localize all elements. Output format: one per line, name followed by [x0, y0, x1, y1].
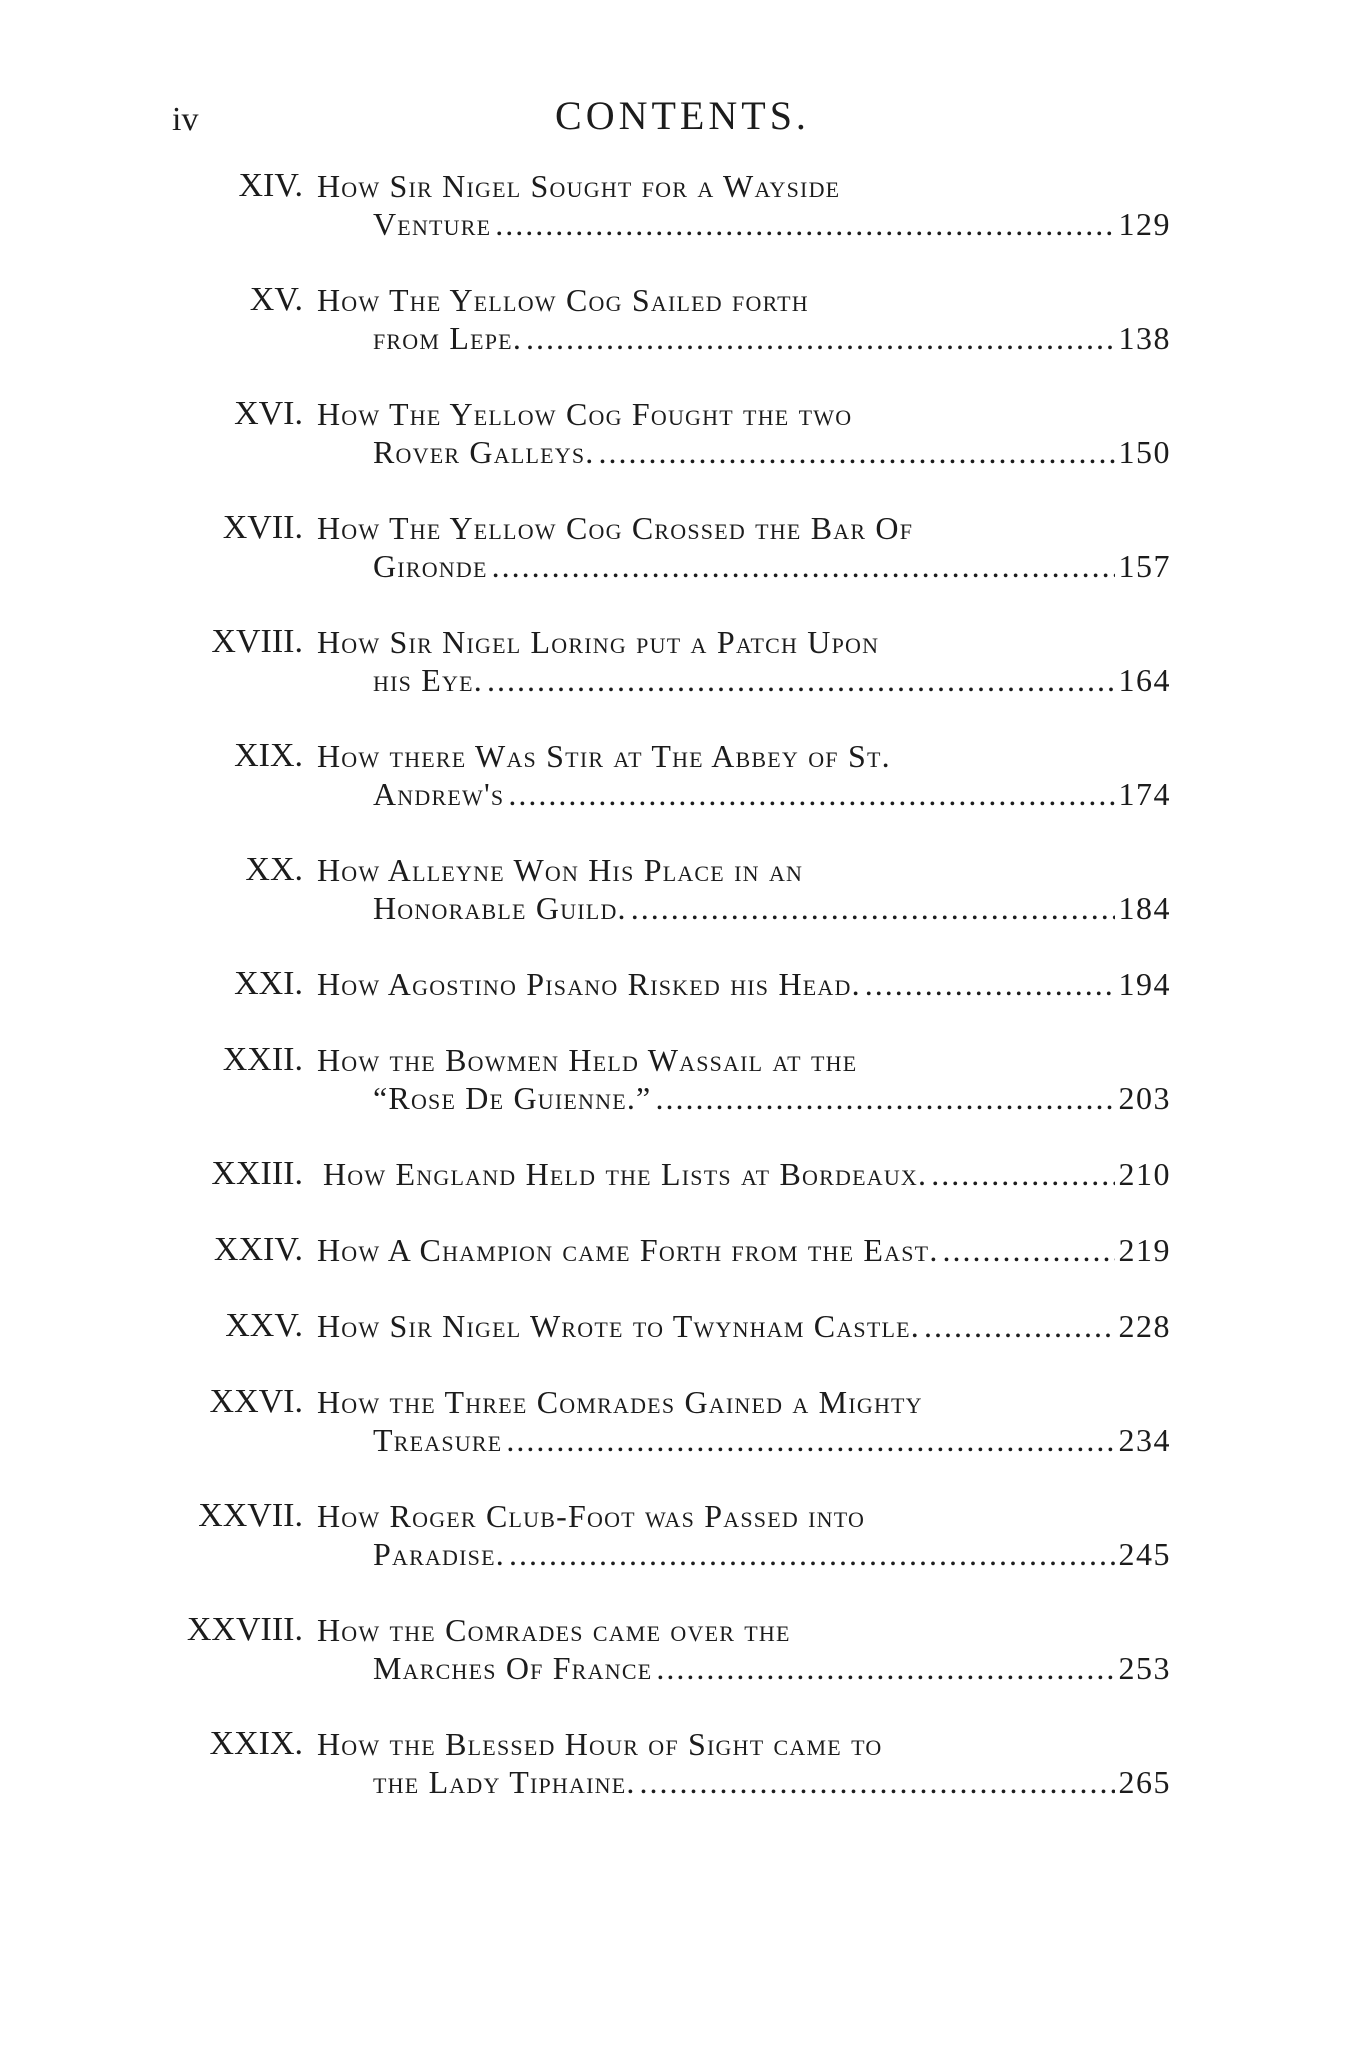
chapter-page-number: 219 [1118, 1232, 1171, 1268]
chapter-page-number: 184 [1118, 890, 1171, 926]
chapter-title-line2-row [373, 1649, 1171, 1687]
chapter-title-line2: Venture [373, 206, 492, 242]
chapter-title: How England Held the Lists at Bordeaux. [323, 1156, 928, 1192]
chapter-title-line1: How Sir Nigel Sought for a Wayside [317, 168, 841, 204]
chapter-title-line2: Paradise. [373, 1536, 505, 1572]
chapter-title-line2: Rover Galleys. [373, 434, 595, 470]
chapter-page-number: 245 [1118, 1536, 1171, 1572]
chapter-page-number: 265 [1118, 1764, 1171, 1800]
leader-dots [492, 547, 1115, 585]
chapter-title-line1: How Alleyne Won His Place in an [317, 852, 804, 888]
chapter-title-line2-row [373, 775, 1171, 813]
leader-dots [943, 1231, 1115, 1269]
chapter-numeral: XXII. [222, 1041, 303, 1078]
chapter-page-number: 203 [1118, 1080, 1171, 1116]
leader-dots [526, 319, 1114, 357]
chapter-page-number: 253 [1118, 1650, 1171, 1686]
leader-dots [655, 1079, 1114, 1117]
chapter-title-line2: Honorable Guild. [373, 890, 627, 926]
chapter-title-row [317, 965, 1171, 1003]
chapter-title-row [323, 1155, 1171, 1193]
chapter-title-line2: Gironde [373, 548, 488, 584]
leader-dots [631, 889, 1115, 927]
chapter-numeral: XVII. [222, 509, 303, 546]
chapter-title-line2-row [373, 433, 1171, 471]
chapter-title-line2: from Lepe. [373, 320, 523, 356]
leader-dots [598, 433, 1114, 471]
chapter-title: How A Champion came Forth from the East. [317, 1232, 939, 1268]
chapter-numeral: XVIII. [211, 623, 303, 660]
chapter-page-number: 210 [1118, 1156, 1171, 1192]
leader-dots [487, 661, 1115, 699]
chapter-title-line2-row [373, 889, 1171, 927]
chapter-page-number: 129 [1118, 206, 1171, 242]
chapter-title-line2-row [373, 205, 1171, 243]
chapter-title-line2: Andrew's [373, 776, 505, 812]
chapter-title-line1: How The Yellow Cog Crossed the Bar Of [317, 510, 914, 546]
chapter-page-number: 234 [1118, 1422, 1171, 1458]
chapter-title-line2: the Lady Tiphaine. [373, 1764, 636, 1800]
chapter-page-number: 174 [1118, 776, 1171, 812]
chapter-title-line2: his Eye. [373, 662, 483, 698]
chapter-numeral: XXVI. [209, 1383, 303, 1420]
chapter-page-number: 150 [1118, 434, 1171, 470]
chapter-numeral: XXV. [225, 1307, 303, 1344]
leader-dots [506, 1421, 1114, 1459]
chapter-numeral: XX. [245, 851, 303, 888]
chapter-title-line1: How there Was Stir at The Abbey of St. [317, 738, 891, 774]
chapter-title: How Sir Nigel Wrote to Twynham Castle. [317, 1308, 920, 1344]
chapter-title: How Agostino Pisano Risked his Head. [317, 966, 861, 1002]
leader-dots [640, 1763, 1115, 1801]
chapter-numeral: XXIX. [209, 1725, 303, 1762]
chapter-page-number: 138 [1118, 320, 1171, 356]
chapter-numeral: XXI. [234, 965, 303, 1002]
chapter-numeral: XIX. [234, 737, 303, 774]
chapter-numeral: XXVII. [198, 1497, 303, 1534]
chapter-numeral: XVI. [234, 395, 303, 432]
chapter-page-number: 157 [1118, 548, 1171, 584]
chapter-title-line1: How Roger Club-Foot was Passed into [317, 1498, 866, 1534]
chapter-title-line2-row [373, 547, 1171, 585]
chapter-numeral: XIV. [238, 167, 303, 204]
chapter-title-line2: “Rose De Guienne.” [373, 1080, 652, 1116]
leader-dots [865, 965, 1115, 1003]
chapter-title-row [317, 1231, 1171, 1269]
chapter-title-line1: How the Three Comrades Gained a Mighty [317, 1384, 923, 1420]
chapter-numeral: XXVIII. [186, 1611, 303, 1648]
chapter-title-line1: How the Comrades came over the [317, 1612, 791, 1648]
leader-dots [656, 1649, 1114, 1687]
leader-dots [931, 1155, 1114, 1193]
chapter-title-line2-row [373, 1079, 1171, 1117]
chapter-title-line2-row [373, 1763, 1171, 1801]
chapter-title-line1: How The Yellow Cog Fought the two [317, 396, 853, 432]
chapter-title-line1: How The Yellow Cog Sailed forth [317, 282, 809, 318]
chapter-numeral: XXIII. [211, 1155, 303, 1192]
chapter-title-line2: Treasure [373, 1422, 503, 1458]
chapter-page-number: 164 [1118, 662, 1171, 698]
chapter-title-line2-row [373, 661, 1171, 699]
chapter-page-number: 228 [1118, 1308, 1171, 1344]
chapter-title-line2-row [373, 1421, 1171, 1459]
chapter-title-line2: Marches Of France [373, 1650, 653, 1686]
page-title: CONTENTS. [555, 93, 810, 138]
leader-dots [508, 775, 1114, 813]
chapter-title-line1: How Sir Nigel Loring put a Patch Upon [317, 624, 880, 660]
leader-dots [509, 1535, 1115, 1573]
chapter-title-line2-row [373, 1535, 1171, 1573]
chapter-numeral: XV. [249, 281, 303, 318]
page-number: iv [172, 101, 199, 138]
chapter-page-number: 194 [1118, 966, 1171, 1002]
chapter-title-line2-row [373, 319, 1171, 357]
chapter-numeral: XXIV. [213, 1231, 303, 1268]
chapter-title-line1: How the Blessed Hour of Sight came to [317, 1726, 883, 1762]
chapter-title-row [317, 1307, 1171, 1345]
leader-dots [924, 1307, 1115, 1345]
leader-dots [495, 205, 1114, 243]
chapter-title-line1: How the Bowmen Held Wassail at the [317, 1042, 858, 1078]
